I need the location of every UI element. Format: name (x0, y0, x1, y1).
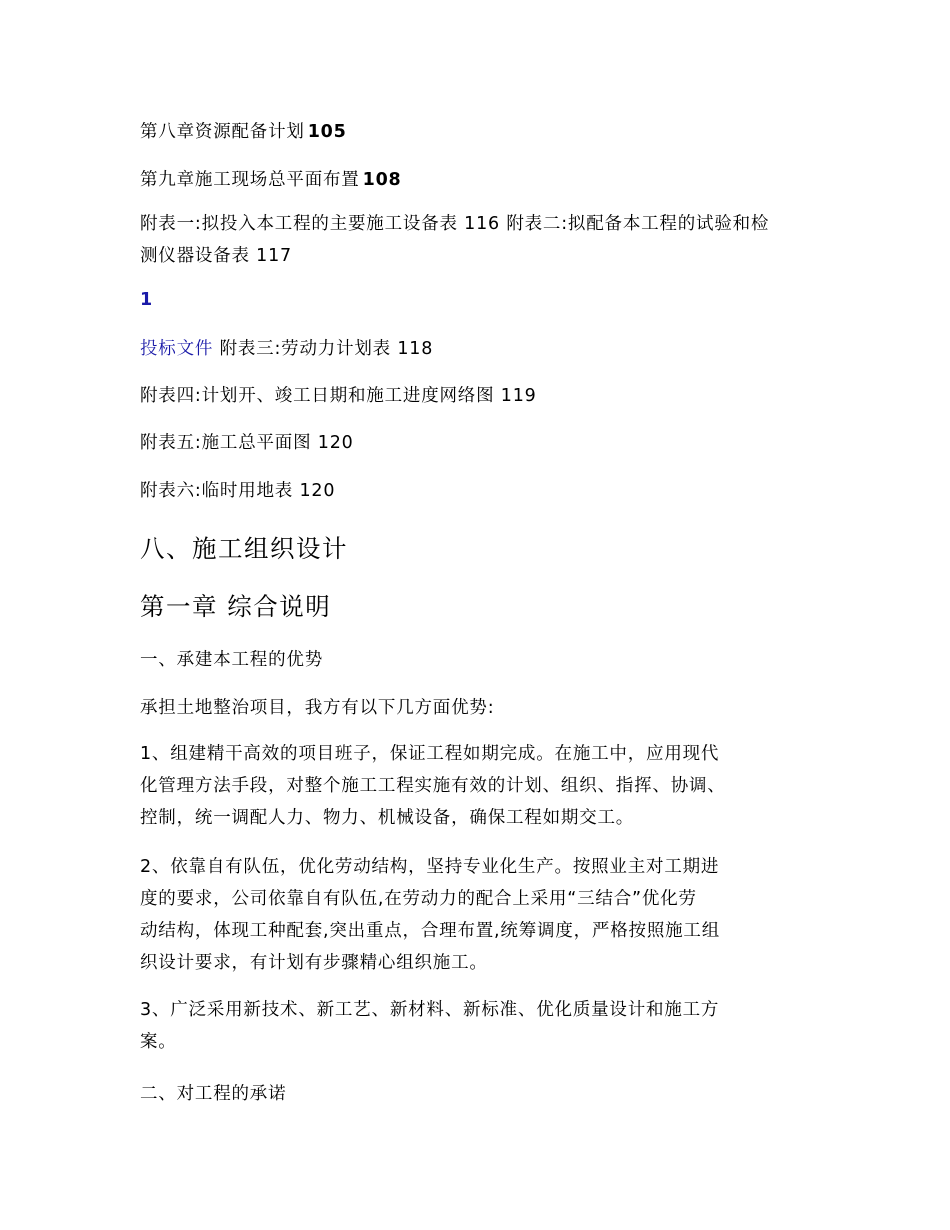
paragraph-line: 动结构，体现工种配套,突出重点，合理布置,统筹调度，严格按照施工组 (140, 921, 721, 941)
toc-line: 测仪器设备表 117 (140, 246, 292, 266)
toc-entry-appendix-1-2[interactable] (140, 208, 810, 272)
chapter-title: 第一章 综合说明 (140, 592, 332, 621)
paragraph-line: 1、组建精干高效的项目班子，保证工程如期完成。在施工中，应用现代 (140, 744, 720, 764)
toc-entry-chapter-8[interactable] (140, 118, 347, 143)
toc-entry-appendix-5[interactable]: 附表五:施工总平面图 120 (140, 433, 354, 453)
subsection-heading: 二、对工程的承诺 (140, 1084, 287, 1104)
toc-entry-appendix-4[interactable]: 附表四:计划开、竣工日期和施工进度网络图 119 (140, 386, 537, 406)
paragraph-line: 化管理方法手段，对整个施工工程实施有效的计划、组织、指挥、协调、 (140, 776, 726, 796)
toc-entry-chapter-9[interactable] (140, 166, 402, 191)
toc-entry-appendix-3[interactable] (140, 335, 433, 360)
paragraph-line: 2、依靠自有队伍，优化劳动结构，坚持专业化生产。按照业主对工期进 (140, 857, 720, 877)
toc-page: 108 (362, 170, 402, 190)
toc-title: 第九章施工现场总平面布置 (140, 170, 360, 190)
toc-title: 附表三:劳动力计划表 118 (219, 339, 434, 359)
intro-paragraph: 承担土地整治项目，我方有以下几方面优势: (140, 698, 495, 718)
section-title: 八、施工组织设计 (140, 534, 348, 563)
paragraph-line: 案。 (140, 1032, 177, 1052)
paragraph-line: 控制，统一调配人力、物力、机械设备，确保工程如期交工。 (140, 808, 635, 828)
point-paragraph-2 (140, 851, 810, 979)
toc-page: 105 (307, 122, 347, 142)
page-number: 1 (140, 290, 153, 310)
point-paragraph-3 (140, 994, 810, 1058)
paragraph-line: 织设计要求，有计划有步骤精心组织施工。 (140, 953, 488, 973)
toc-line: 附表一:拟投入本工程的主要施工设备表 116 附表二:拟配备本工程的试验和检 (140, 214, 770, 234)
paragraph-line: 3、广泛采用新技术、新工艺、新材料、新标准、优化质量设计和施工方 (140, 1000, 720, 1020)
point-paragraph-1 (140, 738, 810, 834)
paragraph-line: 度的要求，公司依靠自有队伍,在劳动力的配合上采用“三结合”优化劳 (140, 889, 697, 909)
header-label: 投标文件 (140, 339, 214, 359)
toc-title: 第八章资源配备计划 (140, 122, 305, 142)
subsection-heading: 一、承建本工程的优势 (140, 650, 323, 670)
toc-entry-appendix-6[interactable]: 附表六:临时用地表 120 (140, 481, 336, 501)
